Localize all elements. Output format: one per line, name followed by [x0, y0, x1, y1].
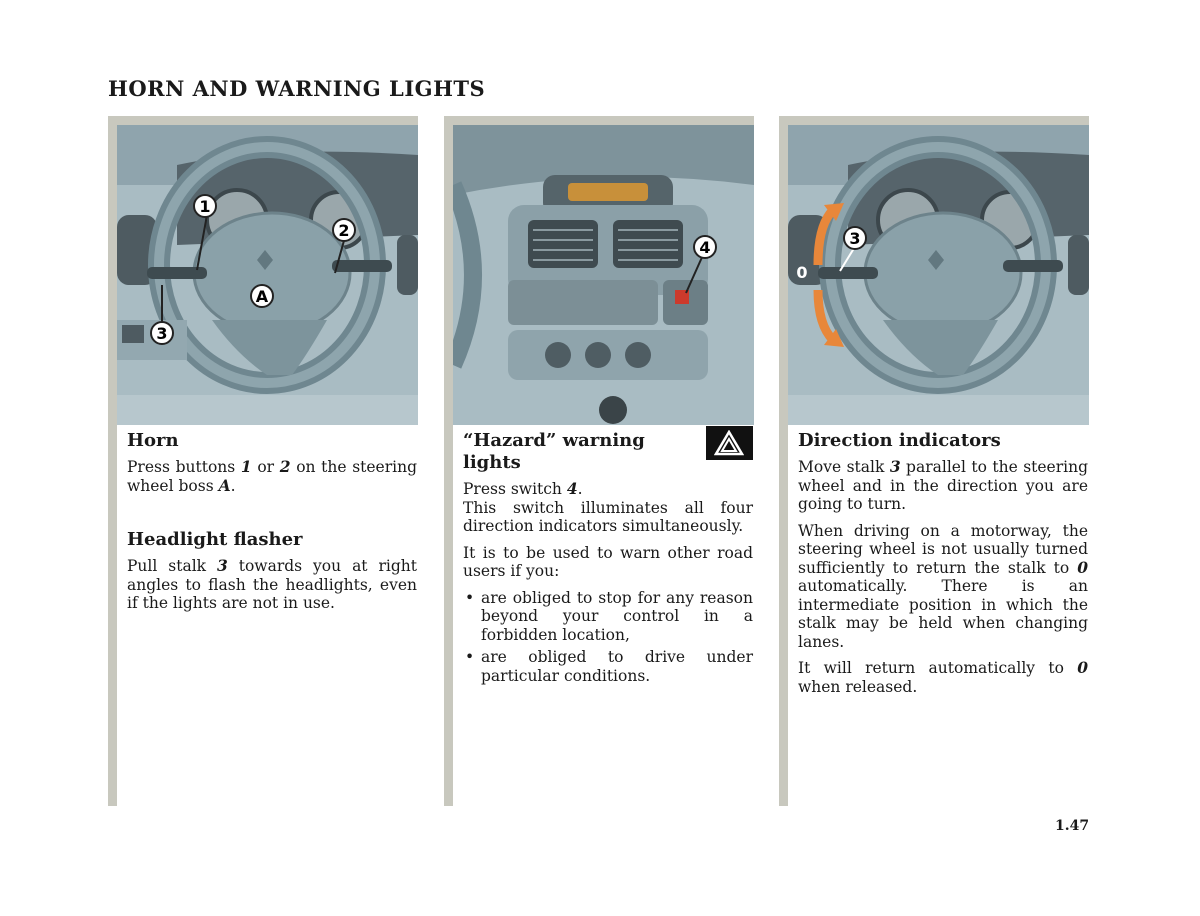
horn-paragraph: Press buttons 1 or 2 on the steering wheel boss A.: [127, 457, 418, 495]
column-indicators: [779, 116, 1098, 806]
indicators-paragraph-1: Move stalk 3 parallel to the steering wheel and in the direction you are going to turn.: [798, 457, 1089, 513]
list-item: • are obliged to drive under particular conditions.: [463, 648, 753, 685]
hazard-paragraph-3: It is to be used to warn other road users if you:: [463, 543, 753, 580]
hazard-paragraph-1: Press switch 4.: [463, 479, 583, 498]
column-indicators-text: [798, 430, 1088, 704]
flasher-paragraph: Pull stalk 3 towards you at right angles to flash the headlights, even if the lights are not in use.: [127, 556, 417, 612]
column-hazard-text: [463, 430, 753, 689]
center-console-illustration: [453, 125, 754, 425]
hazard-paragraph-2: This switch illuminates all four direction indicators simultaneously.: [463, 498, 753, 535]
indicator-stalk-illustration: [788, 125, 1089, 425]
callout-1-label: 1: [199, 197, 211, 216]
indicators-paragraph-3: It will return automatically to 0 when released.: [798, 658, 1088, 696]
column-horn-text: [127, 430, 417, 621]
callout-0-label: 0: [796, 263, 808, 282]
hazard-triangle-icon: [706, 426, 753, 460]
callout-a-label: A: [255, 287, 269, 306]
horn-heading: Horn: [127, 430, 179, 451]
indicators-heading: Direction indicators: [798, 430, 1001, 451]
indicators-paragraph-2: When driving on a motorway, the steering wheel is not usually turned sufficiently to return the stalk to 0 automatically. There is an intermediate position in which the stalk may be held when changing lanes.: [798, 521, 1088, 651]
hazard-heading: “Hazard” warning lights: [463, 430, 645, 473]
column-horn: [108, 116, 427, 806]
callout-3-label: 3: [156, 324, 168, 343]
callout-3b-label: 3: [849, 229, 861, 248]
callout-4-label: 4: [699, 238, 711, 257]
list-item: • are obliged to stop for any reason beyond your control in a forbidden location,: [463, 589, 753, 645]
flasher-heading: Headlight flasher: [127, 529, 303, 550]
hazard-bullet-list: [463, 589, 753, 686]
column-hazard: [444, 116, 763, 806]
steering-wheel-illustration: [117, 125, 418, 425]
page-title: HORN AND WARNING LIGHTS: [108, 76, 486, 101]
page-number: 1.47: [1055, 818, 1090, 834]
callout-2-label: 2: [338, 221, 350, 240]
